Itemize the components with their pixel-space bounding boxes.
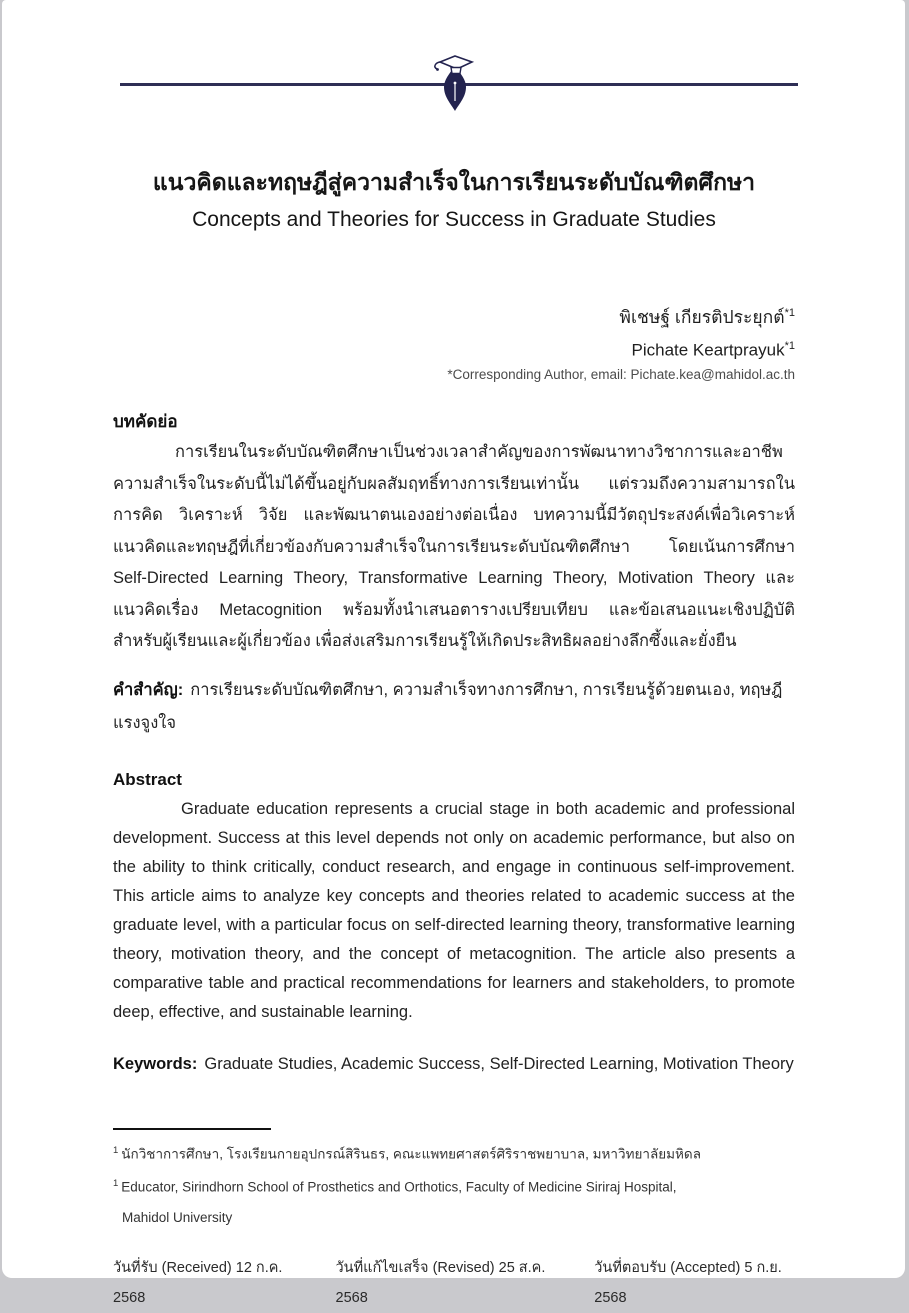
keywords-english-text: Graduate Studies, Academic Success, Self-Directed Learning, Motivation Theory — [204, 1054, 794, 1073]
keywords-thai-label: คำสำคัญ: — [113, 680, 184, 699]
footnotes-block — [113, 1136, 795, 1233]
author-footnote-marker: *1 — [784, 307, 795, 319]
corresponding-author-note: *Corresponding Author, email: Pichate.kea@mahidol.ac.th — [447, 367, 795, 383]
abstract-english-heading: Abstract — [113, 769, 182, 789]
keywords-english-label: Keywords: — [113, 1054, 198, 1073]
abstract-thai-body: การเรียนในระดับบัณฑิตศึกษาเป็นช่วงเวลาสำคัญของการพัฒนาทางวิชาการและอาชีพ ความสำเร็จในระดับนี้ไม่ได้ขึ้นอยู่กับผลสัมฤทธิ์ทางการเรียนเท่านั้น แต่รวมถึงความสามารถในการคิด วิเคราะห์ วิจัย และพัฒนาตนเองอย่างต่อเนื่อง บทความนี้มีวัตถุประสงค์เพื่อวิเคราะห์แนวคิดและทฤษฎีที่เกี่ยวข้องกับความสำเร็จในการเรียนระดับบัณฑิตศึกษา โดยเน้นการศึกษา Self-Directed Learning Theory, Transformative Learning Theory, Motivation Theory และแนวคิดเรื่อง Metacognition พร้อมทั้งนำเสนอตารางเปรียบเทียบ และข้อเสนอแนะเชิงปฏิบัติสำหรับผู้เรียนและผู้เกี่ยวข้อง เพื่อส่งเสริมการเรียนรู้ให้เกิดประสิทธิผลอย่างลึกซึ้งและยั่งยืน — [113, 443, 795, 651]
pen-nib-graduation-cap-icon — [432, 53, 478, 115]
article-dates-row — [113, 1253, 795, 1313]
abstract-english-body: Graduate education represents a crucial stage in both academic and professional development. Success at this level depends not only on academic performance, but also on the ability to think critically, conduct research, and engage in continuous self-improvement. This article aims to analyze key concepts and theories related to academic success at the graduate level, with a particular focus on self-directed learning theory, transformative learning theory, motivation theory, and the concept of metacognition. The article also presents a comparative table and practical recommendations for learners and stakeholders, to promote deep, effective, and sustainable learning. — [113, 799, 795, 1021]
author-block — [113, 298, 795, 386]
footnote-marker: 1 — [113, 1178, 119, 1190]
date-revised: วันที่แก้ไขเสร็จ (Revised) 25 ส.ค. 2568 — [335, 1259, 546, 1306]
keywords-thai — [113, 674, 795, 740]
article-title-english: Concepts and Theories for Success in Graduate Studies — [192, 208, 716, 231]
footnote-english-text: Educator, Sirindhorn School of Prosthetics and Orthotics, Faculty of Medicine Siriraj Hospital, — [121, 1179, 677, 1195]
footnote-english — [113, 1169, 795, 1203]
footnote-english-continued: Mahidol University — [122, 1209, 233, 1225]
article-title-thai: แนวคิดและทฤษฎีสู่ความสำเร็จในการเรียนระดับบัณฑิตศึกษา — [152, 169, 756, 195]
footnote-divider-line — [113, 1128, 271, 1130]
author-footnote-marker: *1 — [784, 339, 795, 352]
footnote-thai-text: นักวิชาการศึกษา, โรงเรียนกายอุปกรณ์สิรินธร, คณะแพทยศาสตร์ศิริราชพยาบาล, มหาวิทยาลัยมหิดล — [121, 1146, 701, 1162]
date-accepted: วันที่ตอบรับ (Accepted) 5 ก.ย. 2568 — [594, 1259, 782, 1306]
author-name-thai-text: พิเชษฐ์ เกียรติประยุกต์ — [619, 306, 785, 327]
keywords-thai-text: การเรียนระดับบัณฑิตศึกษา, ความสำเร็จทางการศึกษา, การเรียนรู้ด้วยตนเอง, ทฤษฎีแรงจูงใจ — [113, 680, 783, 732]
date-received: วันที่รับ (Received) 12 ก.ค. 2568 — [113, 1259, 283, 1306]
document-page — [2, 0, 905, 1306]
abstract-thai-heading: บทคัดย่อ — [113, 412, 178, 432]
article-first-page-content — [2, 0, 905, 1313]
footnote-marker: 1 — [113, 1144, 119, 1156]
keywords-english — [113, 1049, 795, 1079]
author-name-english-text: Pichate Keartprayuk — [631, 340, 785, 360]
author-name-thai — [113, 298, 795, 332]
author-name-english — [113, 332, 795, 365]
footnote-thai — [113, 1136, 795, 1170]
